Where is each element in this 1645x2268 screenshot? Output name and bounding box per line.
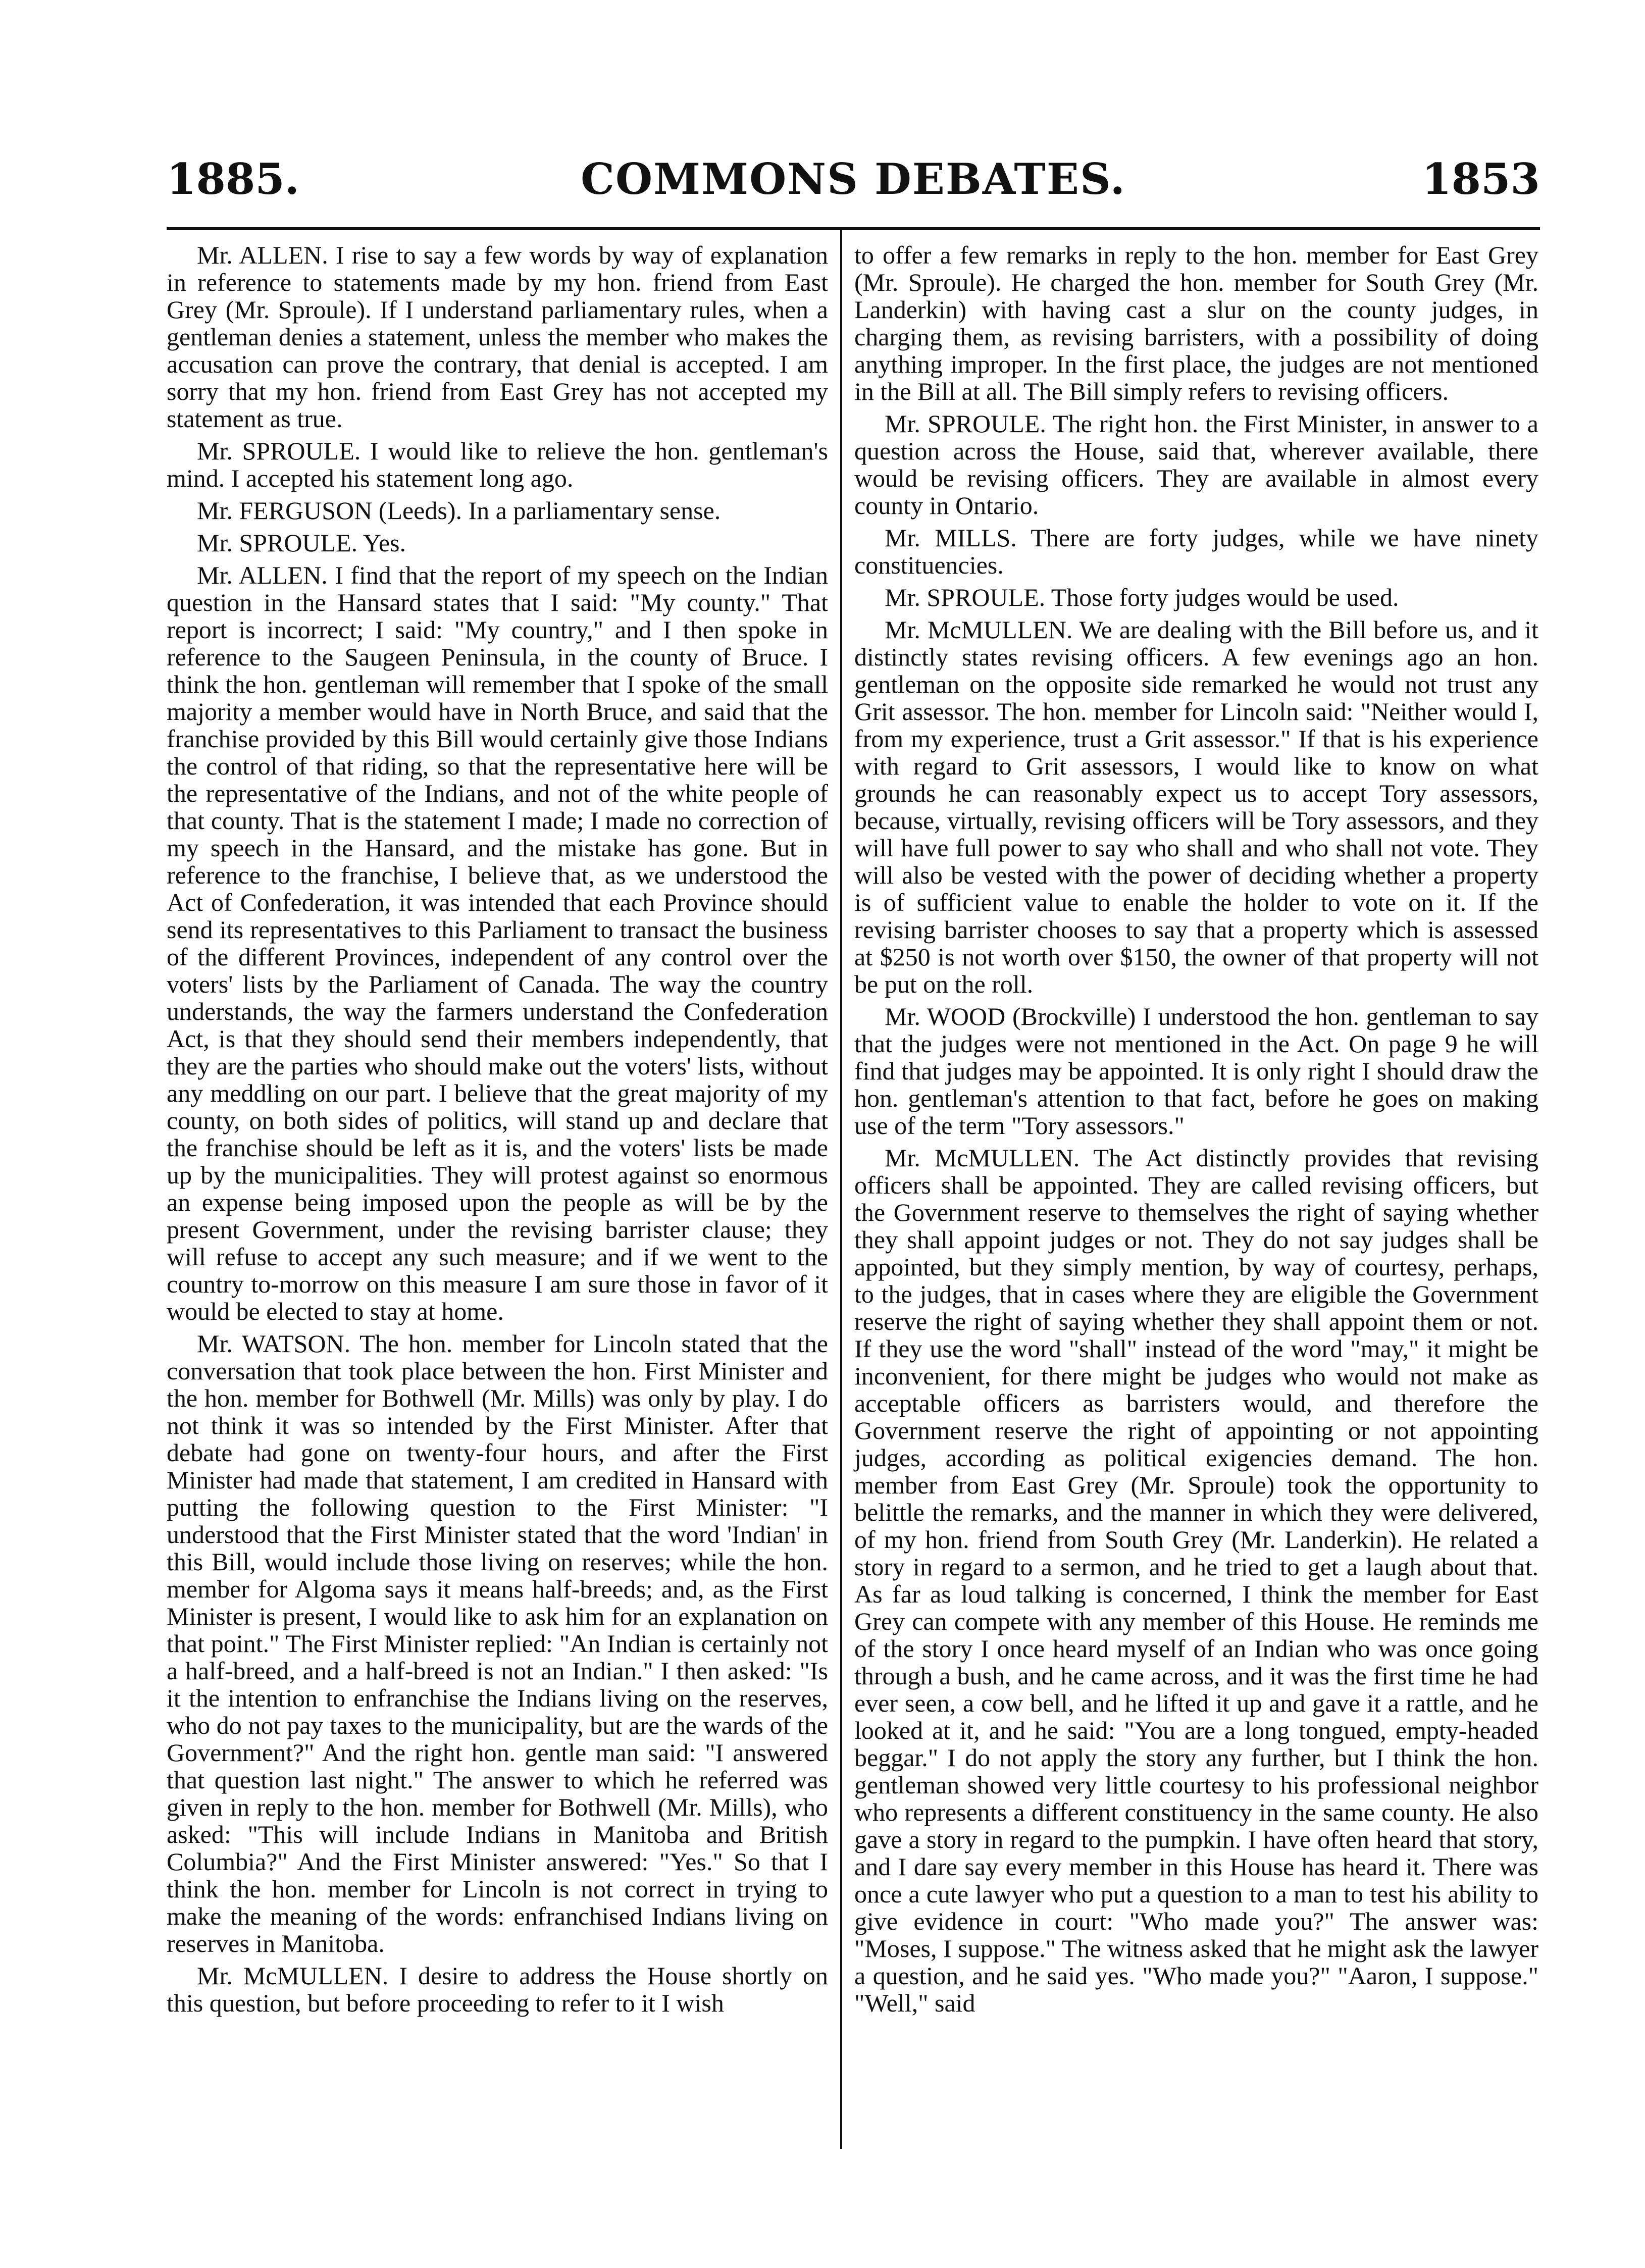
header-year: 1885.: [167, 154, 300, 204]
header-title: COMMONS DEBATES.: [581, 154, 1126, 204]
paragraph: Mr. SPROULE. Those forty judges would be used.: [885, 583, 1399, 611]
paragraph: Mr. McMULLEN. We are dealing with the Bill before us, and it distinctly states revising officers. A few evenings ago an hon. gentleman on the opposite side remarked he would not trust any Grit assessor. The hon. member for Lincoln said: "Neither would I, from my experience, trust a Grit assessor." If that is his experience with regard to Grit assessors, I would like to know on what grounds he can reasonably expect us to accept Tory assessors, because, virtually, revising officers will be Tory assessors, and they will have full power to say who shall and who shall not vote. They will also be vested with the power of deciding whether a property is of sufficient value to enable the holder to vote on it. If the revising barrister chooses to say that a property which is assessed at $250 is not worth over $150, the owner of that property will not be put on the roll.: [854, 615, 1538, 998]
paragraph: to offer a few remarks in reply to the hon. member for East Grey (Mr. Sproule). He charged the hon. member for South Grey (Mr. Landerkin) with having cast a slur on the county judges, in charging them, as revising barristers, with a possibility of doing anything improper. In the first place, the judges are not mentioned in the Bill at all. The Bill simply refers to revising officers.: [854, 241, 1538, 405]
paragraph: Mr. SPROULE. The right hon. the First Minister, in answer to a question across the House, said that, wherever available, there would be revising officers. They are available in almost every county in Ontario.: [854, 409, 1538, 520]
paragraph: Mr. WATSON. The hon. member for Lincoln stated that the conversation that took place between the hon. First Minister and the hon. member for Bothwell (Mr. Mills) was only by play. I do not think it was so intended by the First Minister. After that debate had gone on twenty-four hours, and after the First Minister had made that statement, I am credited in Hansard with putting the following question to the First Minister: "I understood that the First Minister stated that the word 'Indian' in this Bill, would include those living on reserves; while the hon. member for Algoma says it means half-breeds; and, as the First Minister is present, I would like to ask him for an explanation on that point." The First Minister replied: "An Indian is certainly not a half-breed, and a half-breed is not an Indian." I then asked: "Is it the intention to enfranchise the Indians living on the reserves, who do not pay taxes to the municipality, but are the wards of the Government?" And the right hon. gentle man said: "I answered that question last night." The answer to which he referred was given in reply to the hon. member for Bothwell (Mr. Mills), who asked: "This will include Indians in Manitoba and British Columbia?" And the First Minister answered: "Yes." So that I think the hon. member for Lincoln is not correct in trying to make the meaning of the words: enfranchised Indians living on reserves in Manitoba.: [167, 1329, 828, 1957]
paragraph: Mr. ALLEN. I find that the report of my speech on the Indian question in the Hansard states that I said: "My county." That report is incorrect; I said: "My country," and I then spoke in reference to the Saugeen Peninsula, in the county of Bruce. I think the hon. gentleman will remember that I spoke of the small majority a member would have in North Bruce, and said that the franchise provided by this Bill would certainly give those Indians the control of that riding, so that the representative here will be the representative of the Indians, and not of the white people of that county. That is the statement I made; I made no correction of my speech in the Hansard, and the mistake has gone. But in reference to the franchise, I believe that, as we understood the Act of Confederation, it was intended that each Province should send its representatives to this Parliament to transact the business of the different Provinces, independent of any control over the voters' lists by the Parliament of Canada. The way the country understands, the way the farmers understand the Confederation Act, is that they should send their members independently, that they are the parties who should make out the voters' lists, without any meddling on our part. I believe that the great majority of my county, on both sides of politics, will stand up and declare that the franchise should be left as it is, and the voters' lists be made up by the municipalities. They will protest against so enormous an expense being imposed upon the people as will be by the present Government, under the revising barrister clause; they will refuse to accept any such measure; and if we went to the country to-morrow on this measure I am sure those in favor of it would be elected to stay at home.: [167, 561, 828, 1325]
paragraph: Mr. SPROULE. I would like to relieve the hon. gentleman's mind. I accepted his statement long ago.: [167, 437, 828, 492]
paragraph: Mr. WOOD (Brockville) I understood the hon. gentleman to say that the judges were not mentioned in the Act. On page 9 he will find that judges may be appointed. It is only right I should draw the hon. gentleman's attention to that fact, before he goes on making use of the term "Tory assessors.": [854, 1002, 1538, 1140]
column-divider: [840, 230, 842, 2149]
left-column: [167, 241, 828, 2022]
paragraph: Mr. SPROULE. Yes.: [197, 529, 406, 557]
paragraph: Mr. McMULLEN. The Act distinctly provides that revising officers shall be appointed. They are called revising officers, but the Government reserve to themselves the right of saying whether they shall appoint judges or not. They do not say judges shall be appointed, but they simply mention, by way of courtesy, perhaps, to the judges, that in cases where they are eligible the Government reserve the right of saying whether they shall appoint them or not. If they use the word "shall" instead of the word "may," it might be inconvenient, for there might be judges who would not make as acceptable officers as barristers would, and therefore the Government reserve the right of appointing or not appointing judges, according as political exigencies demand. The hon. member from East Grey (Mr. Sproule) took the opportunity to belittle the remarks, and the manner in which they were delivered, of my hon. friend from South Grey (Mr. Landerkin). He related a story in regard to a sermon, and he tried to get a laugh about that. As far as loud talking is concerned, I think the member for East Grey can compete with any member of this House. He reminds me of the story I once heard myself of an Indian who was once going through a bush, and he came across, and it was the first time he had ever seen, a cow bell, and he lifted it up and gave it a rattle, and he looked at it, and he said: "You are a long tongued, empty-headed beggar." I do not apply the story any further, but I think the hon. gentleman showed very little courtesy to his professional neighbor who represents a different constituency in the same county. He also gave a story in regard to the pumpkin. I have often heard that story, and I dare say every member in this House has heard it. There was once a cute lawyer who put a question to a man to test his ability to give evidence in court: "Who made you?" The answer was: "Moses, I suppose." The witness asked that he might ask the lawyer a question, and he said yes. "Who made you?" "Aaron, I suppose." "Well," said: [854, 1144, 1538, 2017]
right-column: [854, 241, 1538, 2022]
paragraph: Mr. ALLEN. I rise to say a few words by way of explanation in reference to statements made by my hon. friend from East Grey (Mr. Sproule). If I understand parliamentary rules, when a gentleman denies a statement, unless the member who makes the accusation can prove the contrary, that denial is accepted. I am sorry that my hon. friend from East Grey has not accepted my statement as true.: [167, 241, 828, 433]
paragraph: Mr. FERGUSON (Leeds). In a parliamentary sense.: [197, 496, 721, 525]
page-header: [167, 154, 1540, 210]
header-rule: [167, 227, 1540, 230]
paragraph: Mr. MILLS. There are forty judges, while we have ninety constituencies.: [854, 524, 1538, 579]
paragraph: Mr. McMULLEN. I desire to address the House shortly on this question, but before proceeding to refer to it I wish: [167, 1962, 828, 2017]
header-page-number: 1853: [1422, 154, 1540, 204]
